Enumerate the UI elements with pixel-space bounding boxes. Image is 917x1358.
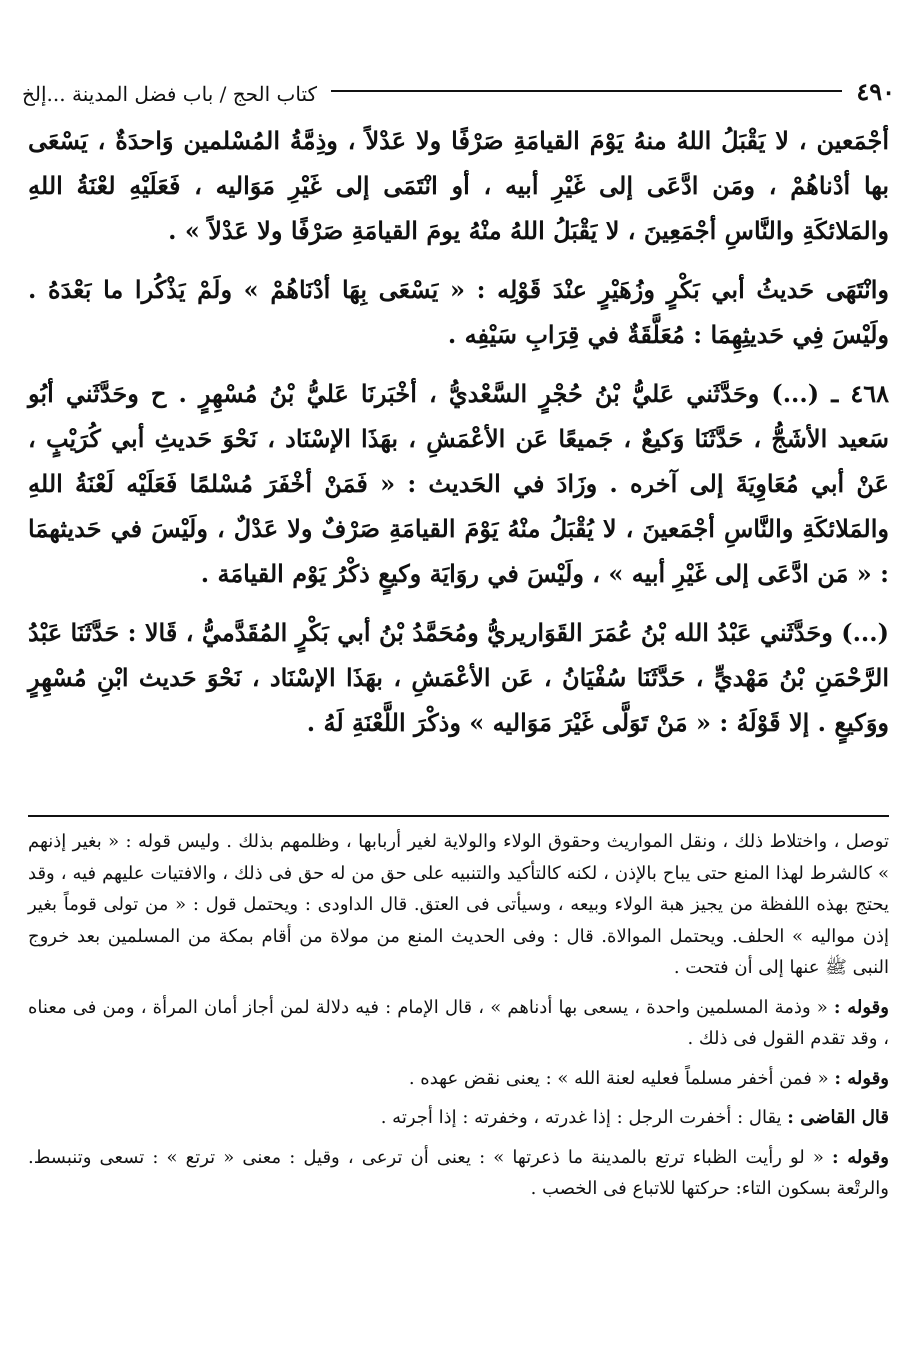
header-rule [331, 90, 842, 92]
note-paragraph [28, 992, 889, 1055]
main-text [28, 118, 889, 759]
main-paragraph: (...) وحَدَّثَني عَبْدُ الله بْنُ عُمَرَ القَوَاريريُّ ومُحَمَّدُ بْنُ أبي بَكْرٍ المُقَدَّميُّ ، قَالا : حَدَّثَنَا عَبْدُ الرَّحْمَنِ بْنُ مَهْديٍّ ، حَدَّثَنَا سُفْيَانُ ، عَن الأعْمَشِ ، بهَذَا الإسْنَاد ، نَحْوَ حَديث ابْنِ مُسْهِرٍ ووَكيعٍ . إلا قَوْلَهُ : « مَنْ تَوَلَّى غَيْرَ مَوَاليه » وذكْرَ اللَّعْنَةِ لَهُ . [28, 618, 889, 737]
note-lead: وقوله : [831, 1146, 889, 1168]
page-header [22, 62, 895, 106]
running-title: كتاب الحج / باب فضل المدينة ...إلخ [22, 82, 318, 106]
note-lead: قال القاضى : [787, 1107, 889, 1128]
note-text: « لو رأيت الظباء ترتع بالمدينة ما ذعرتها » : يعنى أن ترعى ، وقيل : معنى « ترتع » : تسعى وتنبسط. والرتْعة بسكون التاء: حركتها للاتباع فى الخصب . [28, 1146, 889, 1199]
note-lead: وقوله : [834, 1067, 889, 1089]
main-paragraph: ٤٦٨ ـ (...) وحَدَّثَني عَليُّ بْنُ حُجْرٍ السَّعْديُّ ، أخْبَرنَا عَليُّ بْنُ مُسْهِرٍ . ح وحَدَّثَني أبُو سَعيد الأشَجُّ ، حَدَّثَنَا وَكيعٌ ، جَميعًا عَن الأعْمَشِ ، بهَذَا الإسْنَاد ، نَحْوَ حَديثِ أبي كُرَيْبٍ ، عَنْ أبي مُعَاوِيَةَ إلى آخره . وزَادَ في الحَديث : « فَمَنْ أخْفَرَ مُسْلمًا فَعَلَيْه لَعْنَةُ اللهِ والمَلائكَةِ والنَّاسِ أجْمَعينَ ، لا يُقْبَلُ منْهُ يَوْمَ القيامَةِ صَرْفٌ ولا عَدْلٌ ، ولَيْسَ في حَديثهمَا : « مَن ادَّعَى إلى غَيْرِ أبيه » ، ولَيْسَ في روَايَة وكيعٍ ذكْرُ يَوْم القيامَة . [28, 379, 889, 588]
note-paragraph [28, 826, 889, 984]
note-paragraph [28, 1102, 889, 1134]
note-text: « فمن أخفر مسلماً فعليه لعنة الله » : يعنى نقض عهده . [408, 1067, 835, 1089]
footnote-separator [28, 815, 889, 817]
note-text: توصل ، واختلاط ذلك ، ونقل المواريث وحقوق الولاء والولاية لغير أربابها ، وظلمهم بذلك . وليس قوله : « بغير إذنهم » كالشرط لهذا المنع حتى يباح بالإذن ، لكنه كالتأكيد والتنبيه على حق من له حق فى ذلك ، والافتيات عليهم فيه ، وقد يحتج بهذه اللفظة من يجيز هبة الولاء وبيعه ، وسيأتى فى العتق. قال الداودى : ويحتمل قول : « من تولى قوماً بغير إذن مواليه » الحلف. ويحتمل الموالاة. قال : وفى الحديث المنع من مولاة من أقام بمكة من المسلمين بعد خروج النبى ﷺ عنها إلى أن فتحت . [28, 831, 889, 978]
main-paragraph: أجْمَعين ، لا يَقْبَلُ اللهُ منهُ يَوْمَ القيامَةِ صَرْفًا ولا عَدْلاً ، وذِمَّةُ المُسْلمين وَاحدَةٌ ، يَسْعَى بها أدْناهُمْ ، ومَن ادَّعَى إلى غَيْرِ أبيه ، أو انْتَمَى إلى غَيْرِ مَوَاليه ، فَعَلَيْهِ لعْنَةُ اللهِ والمَلائكَةِ والنَّاسِ أجْمَعِينَ ، لا يَقْبَلُ اللهُ منْهُ يومَ القيامَةِ صَرْفًا ولا عَدْلاً » . [28, 126, 889, 245]
note-text: « وذمة المسلمين واحدة ، يسعى بها أدناهم » ، قال الإمام : فيه دلالة لمن أجاز أمان المرأة ، ومن فى معناه ، وقد تقدم القول فى ذلك . [28, 996, 889, 1049]
note-paragraph [28, 1142, 889, 1205]
note-lead: وقوله : [833, 996, 889, 1018]
main-paragraph: وانْتَهَى حَديثُ أبي بَكْرٍ وزُهَيْرٍ عنْدَ قَوْلِه : « يَسْعَى بِهَا أدْنَاهُمْ » ولَمْ يَذْكُرا ما بَعْدَهُ . ولَيْسَ فِي حَديثِهِمَا : مُعَلَّقَةٌ في قِرَابِ سَيْفِه . [28, 275, 889, 349]
note-paragraph [28, 1063, 889, 1095]
note-text: يقال : أخفرت الرجل : إذا غدرته ، وخفرته : إذا أجرته . [380, 1107, 788, 1128]
commentary-notes [28, 826, 889, 1213]
page-number: ٤٩٠ [856, 77, 895, 106]
